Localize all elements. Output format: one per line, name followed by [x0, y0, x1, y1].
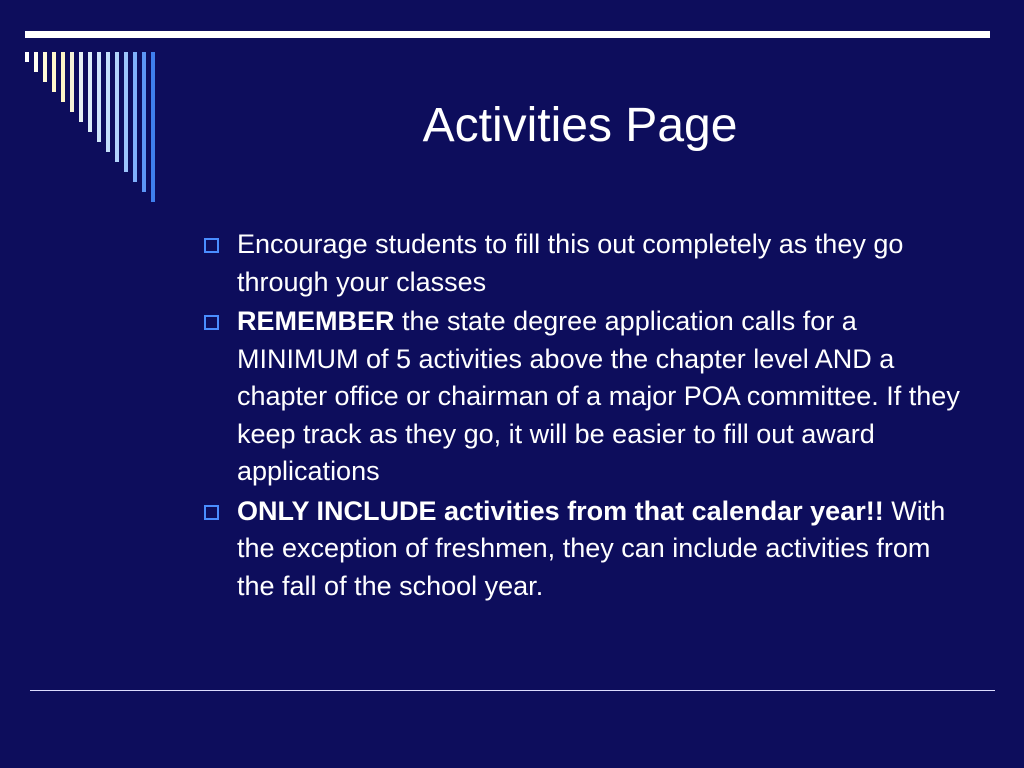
slide-title: Activities Page — [422, 99, 738, 152]
square-bullet-icon — [204, 238, 219, 253]
bullet-bold-text: ONLY INCLUDE activities from that calendar year!! — [237, 495, 884, 526]
bullet-text: the state degree application calls for a MINIMUM of 5 activities above the chapter level AND a chapter office or chairman of a major POA committee. If they keep track as they go, it will be easier to fill out award applications — [237, 306, 960, 486]
square-bullet-icon — [204, 505, 219, 520]
bullet-item — [200, 303, 970, 491]
bullet-item — [200, 493, 970, 606]
decorative-lines — [0, 0, 180, 210]
bullet-list — [200, 226, 970, 607]
bullet-item — [200, 226, 970, 301]
bullet-bold-text: REMEMBER — [237, 306, 395, 336]
bullet-text: Encourage students to fill this out completely as they go through your classes — [237, 229, 904, 297]
bottom-rule — [30, 690, 995, 691]
square-bullet-icon — [204, 315, 219, 330]
bullet-text: With the exception of freshmen, they can include activities from the fall of the school year. — [237, 495, 946, 601]
